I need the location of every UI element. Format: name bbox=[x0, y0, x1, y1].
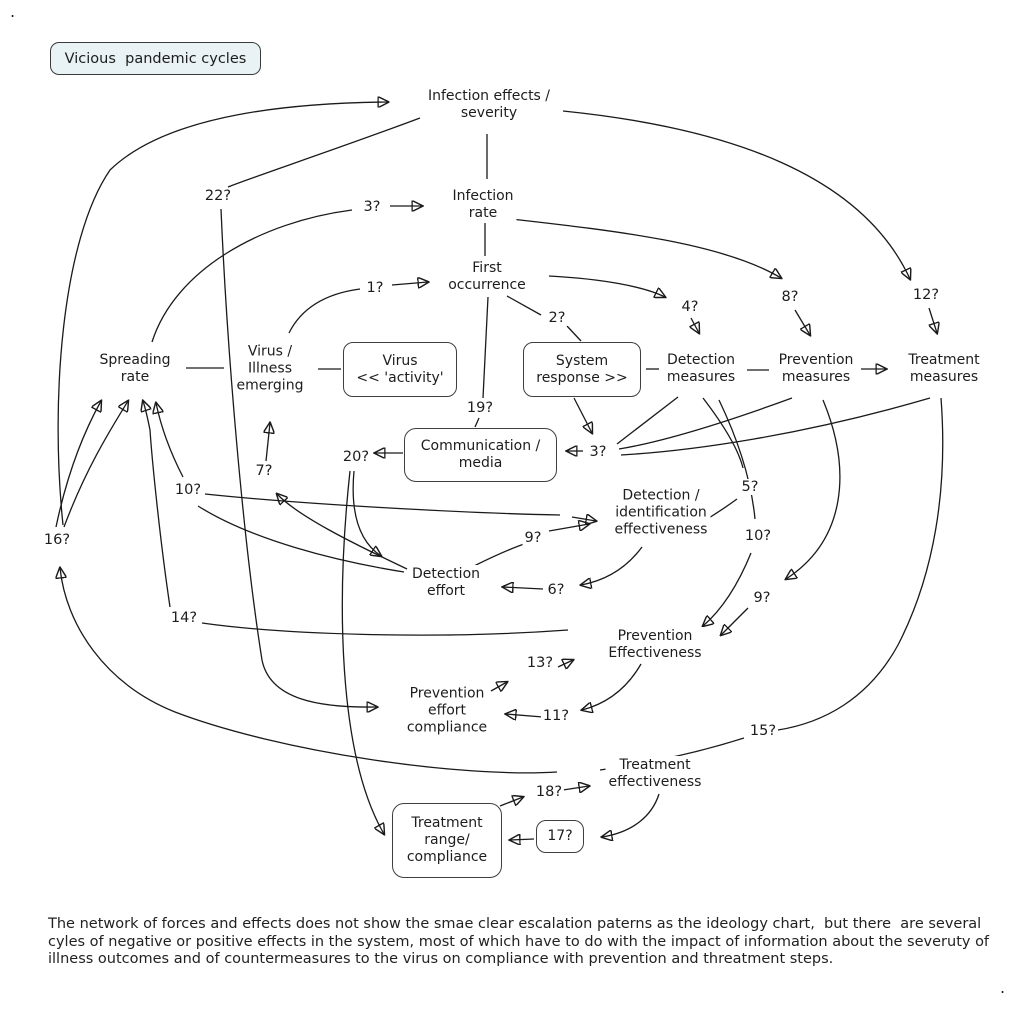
node-system-response-box: System response >> bbox=[523, 342, 641, 397]
edge-10-detection-measures-to-prevention-effectiveness bbox=[703, 400, 755, 626]
arrow-label-11: 11? bbox=[542, 708, 570, 724]
arrow-label-3-top: 3? bbox=[363, 199, 381, 215]
arrow-label-18: 18? bbox=[535, 784, 563, 800]
node-infection-rate: Infection rate bbox=[449, 187, 516, 223]
edge-12-infection-effects-to-treatment-measures bbox=[563, 111, 937, 333]
node-infection-effects: Infection effects / severity bbox=[425, 87, 553, 123]
caption-text: The network of forces and effects does not show the smae clear escalation paterns as the ideology chart, but there are several cyles of negative or positive effects in the system, most of which have to do with the impact of information about the severuty of illness outcomes and of countermeasures to the virus on compliance with prevention and threatment steps. bbox=[48, 916, 999, 967]
node-detection-identification-effectiveness: Detection / identification effectiveness bbox=[612, 487, 711, 540]
edge-20-to-treatment-range bbox=[342, 471, 384, 834]
edge-4-first-to-detection-measures bbox=[549, 276, 699, 333]
dot-bottom-right: . bbox=[1000, 978, 1006, 997]
arrow-label-22: 22? bbox=[204, 188, 232, 204]
arrow-label-20: 20? bbox=[342, 449, 370, 465]
node-first-occurrence: First occurrence bbox=[445, 259, 529, 295]
arrow-label-5: 5? bbox=[741, 479, 759, 495]
edge-3-spreading-to-infection-rate bbox=[152, 206, 422, 342]
arrow-label-9-right: 9? bbox=[753, 590, 771, 606]
arrow-label-3-media: 3? bbox=[589, 444, 607, 460]
edge-20-to-detection-effort bbox=[353, 471, 381, 556]
edge-16-to-spreading-rate bbox=[56, 401, 128, 527]
arrow-label-10-left: 10? bbox=[174, 482, 202, 498]
node-detection-measures: Detection measures bbox=[664, 351, 738, 387]
arrow-label-6: 6? bbox=[547, 582, 565, 598]
node-prevention-effort-compliance: Prevention effort compliance bbox=[404, 685, 490, 738]
title-label: Vicious pandemic cycles bbox=[64, 50, 247, 67]
edge-2-first-to-system-response bbox=[507, 296, 581, 341]
edge-17-treatment-effectiveness-to-range bbox=[510, 794, 659, 840]
edge-6-identification-to-detection-effort bbox=[503, 547, 642, 589]
node-detection-effort: Detection effort bbox=[409, 565, 483, 601]
arrow-label-10-right: 10? bbox=[744, 528, 772, 544]
node-communication-media-box: Communication / media bbox=[404, 428, 557, 482]
edge-11-prevention-effectiveness-to-compliance bbox=[506, 664, 641, 717]
arrow-label-9-left: 9? bbox=[524, 530, 542, 546]
arrow-label-8: 8? bbox=[781, 289, 799, 305]
arrow-label-16: 16? bbox=[43, 532, 71, 548]
arrow-label-12: 12? bbox=[912, 287, 940, 303]
node-prevention-measures: Prevention measures bbox=[776, 351, 857, 387]
edge-1-virus-to-first-occurrence bbox=[289, 282, 428, 333]
arrow-label-7: 7? bbox=[255, 463, 273, 479]
node-virus-activity-box: Virus << 'activity' bbox=[343, 342, 457, 397]
arrow-label-1: 1? bbox=[366, 280, 384, 296]
node-prevention-effectiveness: Prevention Effectiveness bbox=[605, 627, 704, 663]
arrow-label-4: 4? bbox=[681, 299, 699, 315]
dot-top-left: . bbox=[10, 2, 16, 21]
arrow-label-2: 2? bbox=[548, 310, 566, 326]
title-box bbox=[50, 42, 261, 75]
edge-7-detection-effort-to-virus bbox=[266, 423, 407, 569]
edge-9-prevention-measures-to-prevention-effectiveness bbox=[721, 400, 840, 635]
arrow-label-15: 15? bbox=[749, 723, 777, 739]
node-spreading-rate: Spreading rate bbox=[97, 351, 174, 387]
arrow-label-13: 13? bbox=[526, 655, 554, 671]
arrow-label-19: 19? bbox=[466, 400, 494, 416]
node-virus-illness-emerging: Virus / Illness emerging bbox=[234, 343, 307, 396]
node-treatment-range-compliance-box: Treatment range/ compliance bbox=[392, 803, 502, 878]
node-treatment-effectiveness: Treatment effectiveness bbox=[606, 756, 705, 792]
node-q17-box: 17? bbox=[536, 820, 584, 853]
node-treatment-measures: Treatment measures bbox=[905, 351, 982, 387]
edge-measures-to-communication-fan bbox=[617, 397, 930, 455]
arrow-label-14: 14? bbox=[170, 610, 198, 626]
edge-feedback-to-infection-effects bbox=[58, 102, 388, 525]
